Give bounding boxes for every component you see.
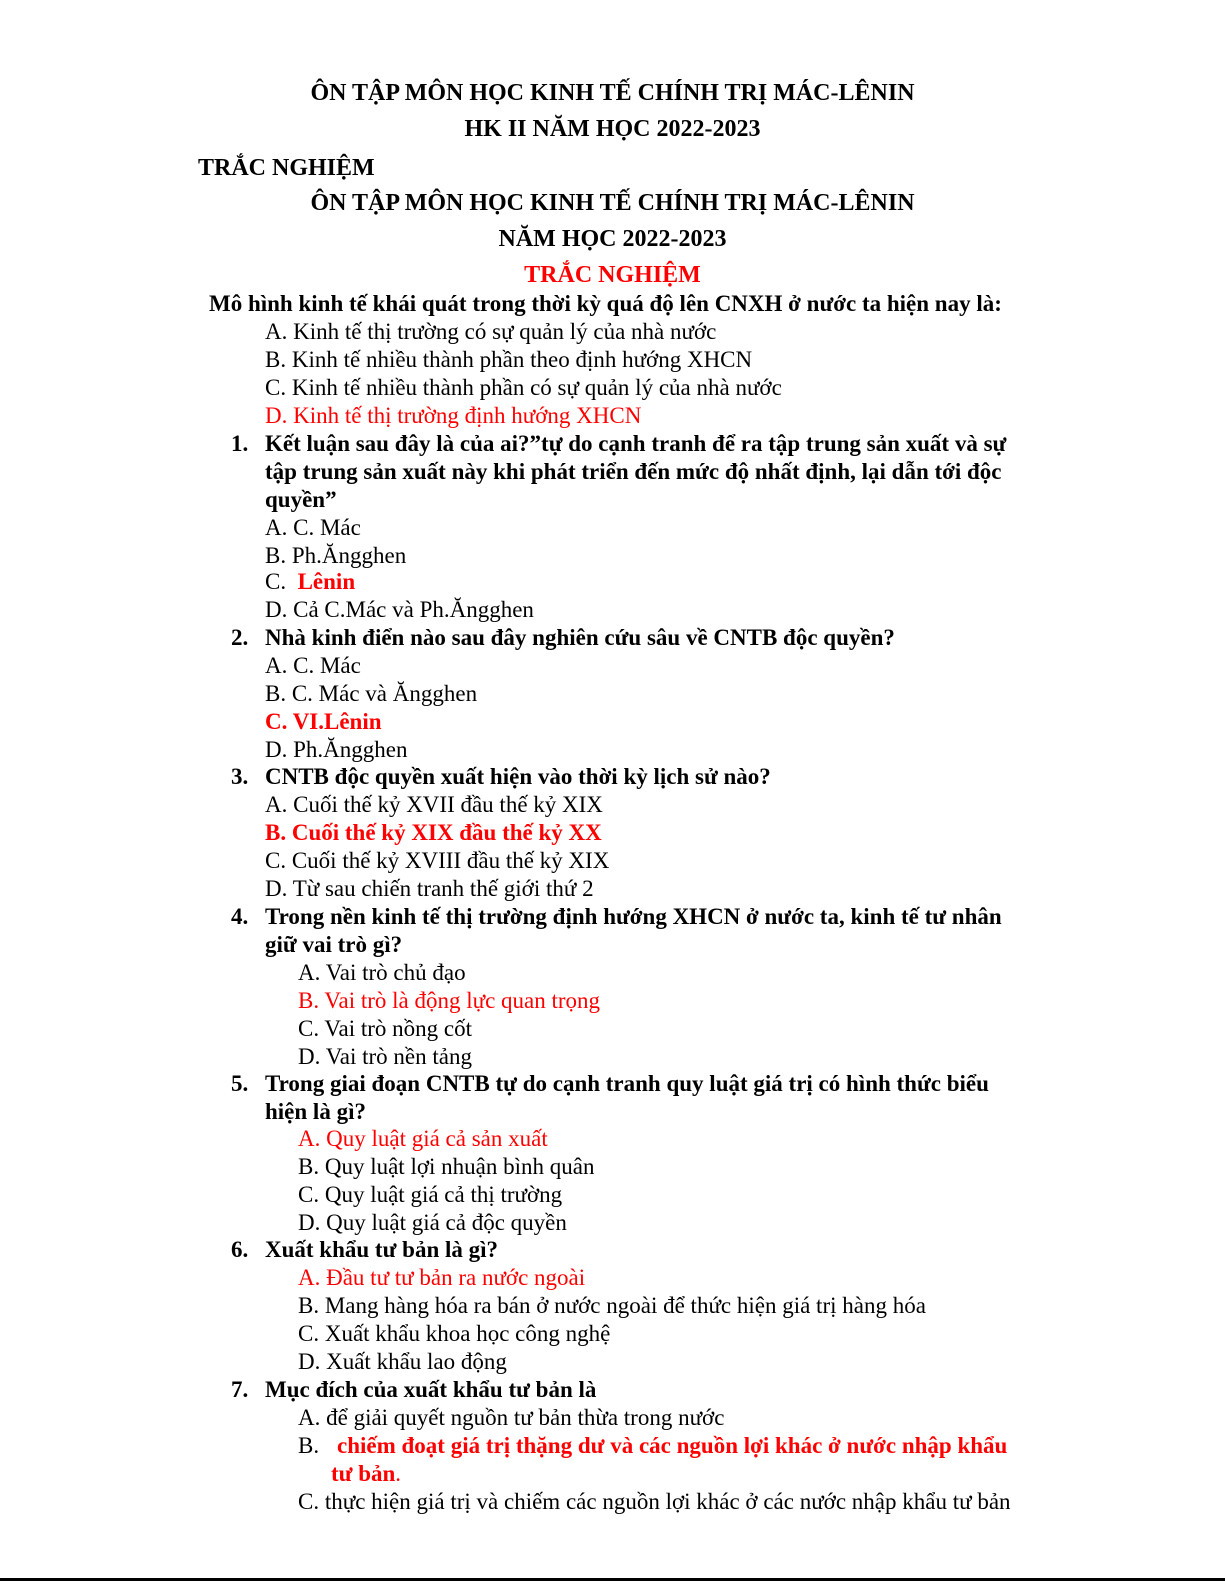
question-text: hiện là gì?: [265, 1099, 366, 1124]
answer-option: D. Từ sau chiến tranh thế giới thứ 2: [265, 876, 594, 901]
correct-answer: chiếm đoạt giá trị thặng dư và các nguồn lợi khác ở nước nhập khẩu: [337, 1433, 1008, 1458]
question-number: 7.: [231, 1377, 249, 1402]
doc-subtitle-2: NĂM HỌC 2022-2023: [498, 226, 727, 252]
doc-title-2: ÔN TẬP MÔN HỌC KINH TẾ CHÍNH TRỊ MÁC-LÊNIN: [310, 190, 915, 216]
correct-answer: B. Cuối thế kỷ XIX đầu thế kỷ XX: [265, 820, 602, 845]
answer-option: B. Kinh tế nhiều thành phần theo định hướng XHCN: [265, 347, 753, 372]
question-number: 6.: [231, 1237, 249, 1262]
correct-answer: Lênin: [297, 569, 356, 594]
answer-option: D. Quy luật giá cả độc quyền: [298, 1210, 567, 1235]
correct-answer: B. Vai trò là động lực quan trọng: [298, 988, 601, 1013]
correct-answer: A. Đầu tư tư bản ra nước ngoài: [298, 1265, 586, 1290]
question-number: 1.: [231, 431, 249, 456]
question-text: Nhà kinh điển nào sau đây nghiên cứu sâu về CNTB độc quyền?: [265, 625, 895, 650]
answer-letter: B.: [298, 1433, 320, 1458]
answer-option: D. Vai trò nền tảng: [298, 1044, 472, 1069]
answer-option: D. Cả C.Mác và Ph.Ăngghen: [265, 597, 534, 622]
question-text: Trong nền kinh tế thị trường định hướng XHCN ở nước ta, kinh tế tư nhân: [265, 904, 1002, 929]
doc-subtitle: HK II NĂM HỌC 2022-2023: [464, 116, 761, 142]
answer-option: C. Xuất khẩu khoa học công nghệ: [298, 1321, 611, 1346]
answer-option: B. C. Mác và Ăngghen: [265, 681, 478, 706]
answer-option: B. Ph.Ăngghen: [265, 543, 407, 568]
correct-answer: [331, 1460, 401, 1488]
correct-answer: D. Kinh tế thị trường định hướng XHCN: [265, 403, 642, 428]
correct-answer-continued: tư bản: [331, 1461, 396, 1486]
answer-option: C. Cuối thế kỷ XVIII đầu thế kỷ XIX: [265, 848, 610, 873]
answer-option: [265, 568, 355, 596]
answer-option: C. Vai trò nồng cốt: [298, 1016, 472, 1041]
section-heading: TRẮC NGHIỆM: [198, 155, 375, 181]
question-text: Mục đích của xuất khẩu tư bản là: [265, 1377, 597, 1402]
correct-answer: C. VI.Lênin: [265, 709, 382, 734]
answer-option: A. Vai trò chủ đạo: [298, 960, 466, 985]
answer-option: A. Cuối thế kỷ XVII đầu thế kỷ XIX: [265, 792, 603, 817]
answer-option: C. Kinh tế nhiều thành phần có sự quản lý của nhà nước: [265, 375, 782, 400]
answer-option: D. Ph.Ăngghen: [265, 737, 408, 762]
question-text: Xuất khẩu tư bản là gì?: [265, 1237, 499, 1262]
answer-option: B. Quy luật lợi nhuận bình quân: [298, 1154, 595, 1179]
question-number: 3.: [231, 764, 249, 789]
correct-answer: A. Quy luật giá cả sản xuất: [298, 1126, 548, 1151]
question-text: tập trung sản xuất này khi phát triển đến mức độ nhất định, lại dẫn tới độc: [265, 459, 1002, 484]
question-text: Trong giai đoạn CNTB tự do cạnh tranh quy luật giá trị có hình thức biểu: [265, 1071, 989, 1096]
section-heading-2: TRẮC NGHIỆM: [524, 262, 701, 288]
question-number: 2.: [231, 625, 249, 650]
answer-option: D. Xuất khẩu lao động: [298, 1349, 507, 1374]
answer-option: A. Kinh tế thị trường có sự quản lý của nhà nước: [265, 319, 717, 344]
page-bottom-rule: [0, 1578, 1225, 1581]
answer-letter: C.: [265, 569, 298, 594]
question-text: quyền”: [265, 487, 337, 512]
question-number: 5.: [231, 1071, 249, 1096]
question-text: Kết luận sau đây là của ai?”tự do cạnh tranh để ra tập trung sản xuất và sự: [265, 431, 1007, 456]
question-text: giữ vai trò gì?: [265, 932, 403, 957]
doc-title: ÔN TẬP MÔN HỌC KINH TẾ CHÍNH TRỊ MÁC-LÊNIN: [310, 80, 915, 106]
answer-option: C. thực hiện giá trị và chiếm các nguồn lợi khác ở các nước nhập khẩu tư bản: [298, 1489, 1011, 1514]
answer-option: B. Mang hàng hóa ra bán ở nước ngoài để thức hiện giá trị hàng hóa: [298, 1293, 926, 1318]
answer-option: A. để giải quyết nguồn tư bản thừa trong nước: [298, 1405, 725, 1430]
period: .: [395, 1461, 402, 1486]
question-text: CNTB độc quyền xuất hiện vào thời kỳ lịch sử nào?: [265, 764, 771, 789]
question-number: 4.: [231, 904, 249, 929]
answer-option: A. C. Mác: [265, 653, 361, 678]
answer-option: A. C. Mác: [265, 515, 361, 540]
question-text: Mô hình kinh tế khái quát trong thời kỳ quá độ lên CNXH ở nước ta hiện nay là:: [209, 291, 1002, 316]
answer-option: C. Quy luật giá cả thị trường: [298, 1182, 563, 1207]
